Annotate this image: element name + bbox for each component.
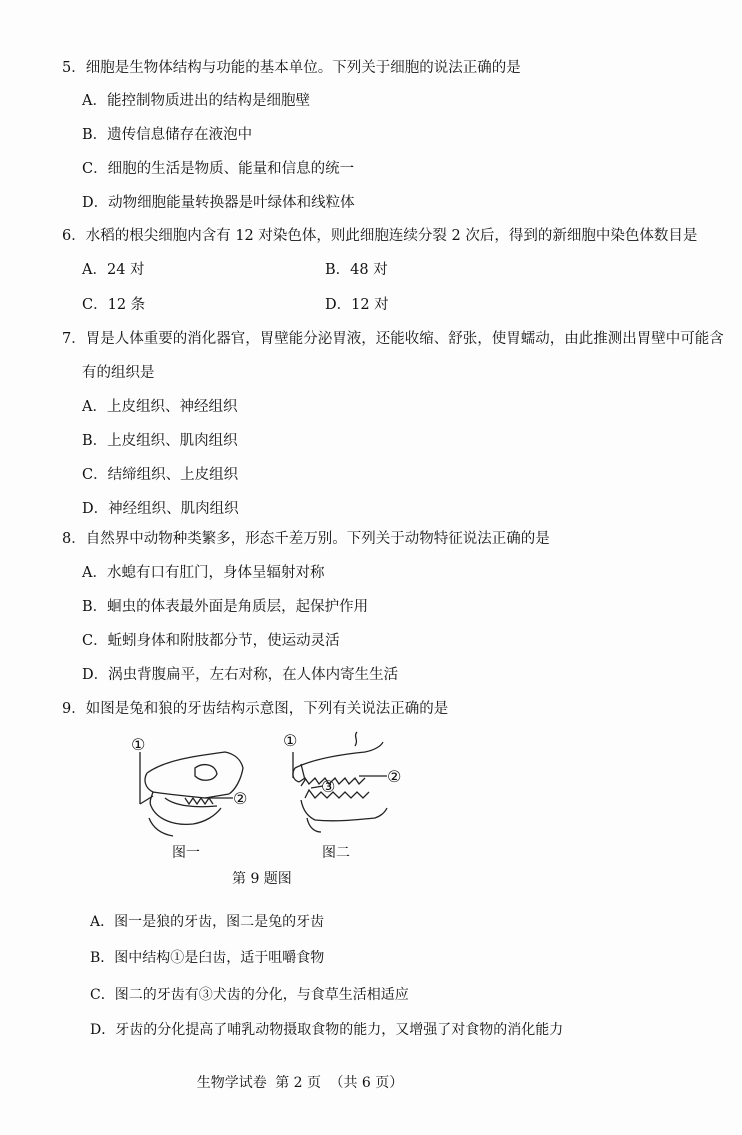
fig1-marker2: ②	[233, 789, 248, 808]
fig2-marker1: ①	[283, 731, 298, 750]
q6-option-d: D．12 对	[325, 297, 389, 313]
fig2-marker3: ③	[321, 777, 336, 796]
q5-stem: 5．细胞是生物体结构与功能的基本单位。下列关于细胞的说法正确的是	[62, 60, 521, 76]
q7-option-b: B．上皮组织、肌肉组织	[82, 433, 238, 449]
q9-stem: 9．如图是兔和狼的牙齿结构示意图，下列有关说法正确的是	[62, 701, 449, 717]
footer-page-number: 第 2 页	[275, 1075, 321, 1091]
q5-option-b: B．遗传信息储存在液泡中	[82, 127, 253, 143]
q9-option-d: D．牙齿的分化提高了哺乳动物摄取食物的能力，又增强了对食物的消化能力	[90, 1022, 564, 1038]
q8-option-b: B．蛔虫的体表最外面是角质层，起保护作用	[82, 599, 369, 615]
q9-figure	[125, 728, 425, 858]
fig1-label: 图一	[172, 845, 200, 861]
q7-option-c: C．结缔组织、上皮组织	[82, 467, 239, 483]
q5-option-a: A．能控制物质进出的结构是细胞壁	[82, 93, 310, 109]
q6-option-c: C．12 条	[82, 297, 146, 313]
fig1-marker1: ①	[131, 735, 146, 754]
q7-option-a: A．上皮组织、神经组织	[82, 399, 238, 415]
fig2-label: 图二	[322, 845, 350, 861]
rabbit-skull-drawing	[145, 752, 243, 836]
q8-stem: 8．自然界中动物种类繁多，形态千差万别。下列关于动物特征说法正确的是	[62, 531, 550, 547]
q8-option-a: A．水螅有口有肛门，身体呈辐射对称	[82, 565, 325, 581]
q9-option-a: A．图一是狼的牙齿，图二是兔的牙齿	[90, 914, 325, 930]
teeth-diagram	[125, 728, 425, 858]
q6-option-a: A．24 对	[82, 262, 145, 278]
q7-option-d: D．神经组织、肌肉组织	[82, 501, 239, 517]
q6-option-b: B．48 对	[325, 262, 388, 278]
q8-option-c: C．蚯蚓身体和附肢都分节，使运动灵活	[82, 633, 340, 649]
footer-total-pages: （共 6 页）	[329, 1075, 404, 1091]
page-footer	[0, 1072, 600, 1092]
fig2-marker2: ②	[387, 767, 402, 786]
figure-caption: 第 9 题图	[232, 871, 292, 887]
footer-subject: 生物学试卷	[196, 1075, 267, 1091]
q9-option-b: B．图中结构①是臼齿，适于咀嚼食物	[90, 950, 325, 966]
q8-option-d: D．涡虫背腹扁平，左右对称，在人体内寄生生活	[82, 667, 399, 683]
q7-stem-line2: 有的组织是	[82, 365, 155, 381]
q5-option-c: C．细胞的生活是物质、能量和信息的统一	[82, 161, 355, 177]
wolf-skull-drawing	[293, 732, 387, 832]
q9-option-c: C．图二的牙齿有③犬齿的分化，与食草生活相适应	[90, 987, 409, 1003]
q5-option-d: D．动物细胞能量转换器是叶绿体和线粒体	[82, 195, 355, 211]
q6-stem: 6．水稻的根尖细胞内含有 12 对染色体，则此细胞连续分裂 2 次后，得到的新细胞中染色体数目是	[62, 228, 698, 244]
q7-stem-line1: 7．胃是人体重要的消化器官，胃壁能分泌胃液，还能收缩、舒张，使胃蠕动，由此推测出胃壁中可能含	[62, 331, 724, 347]
